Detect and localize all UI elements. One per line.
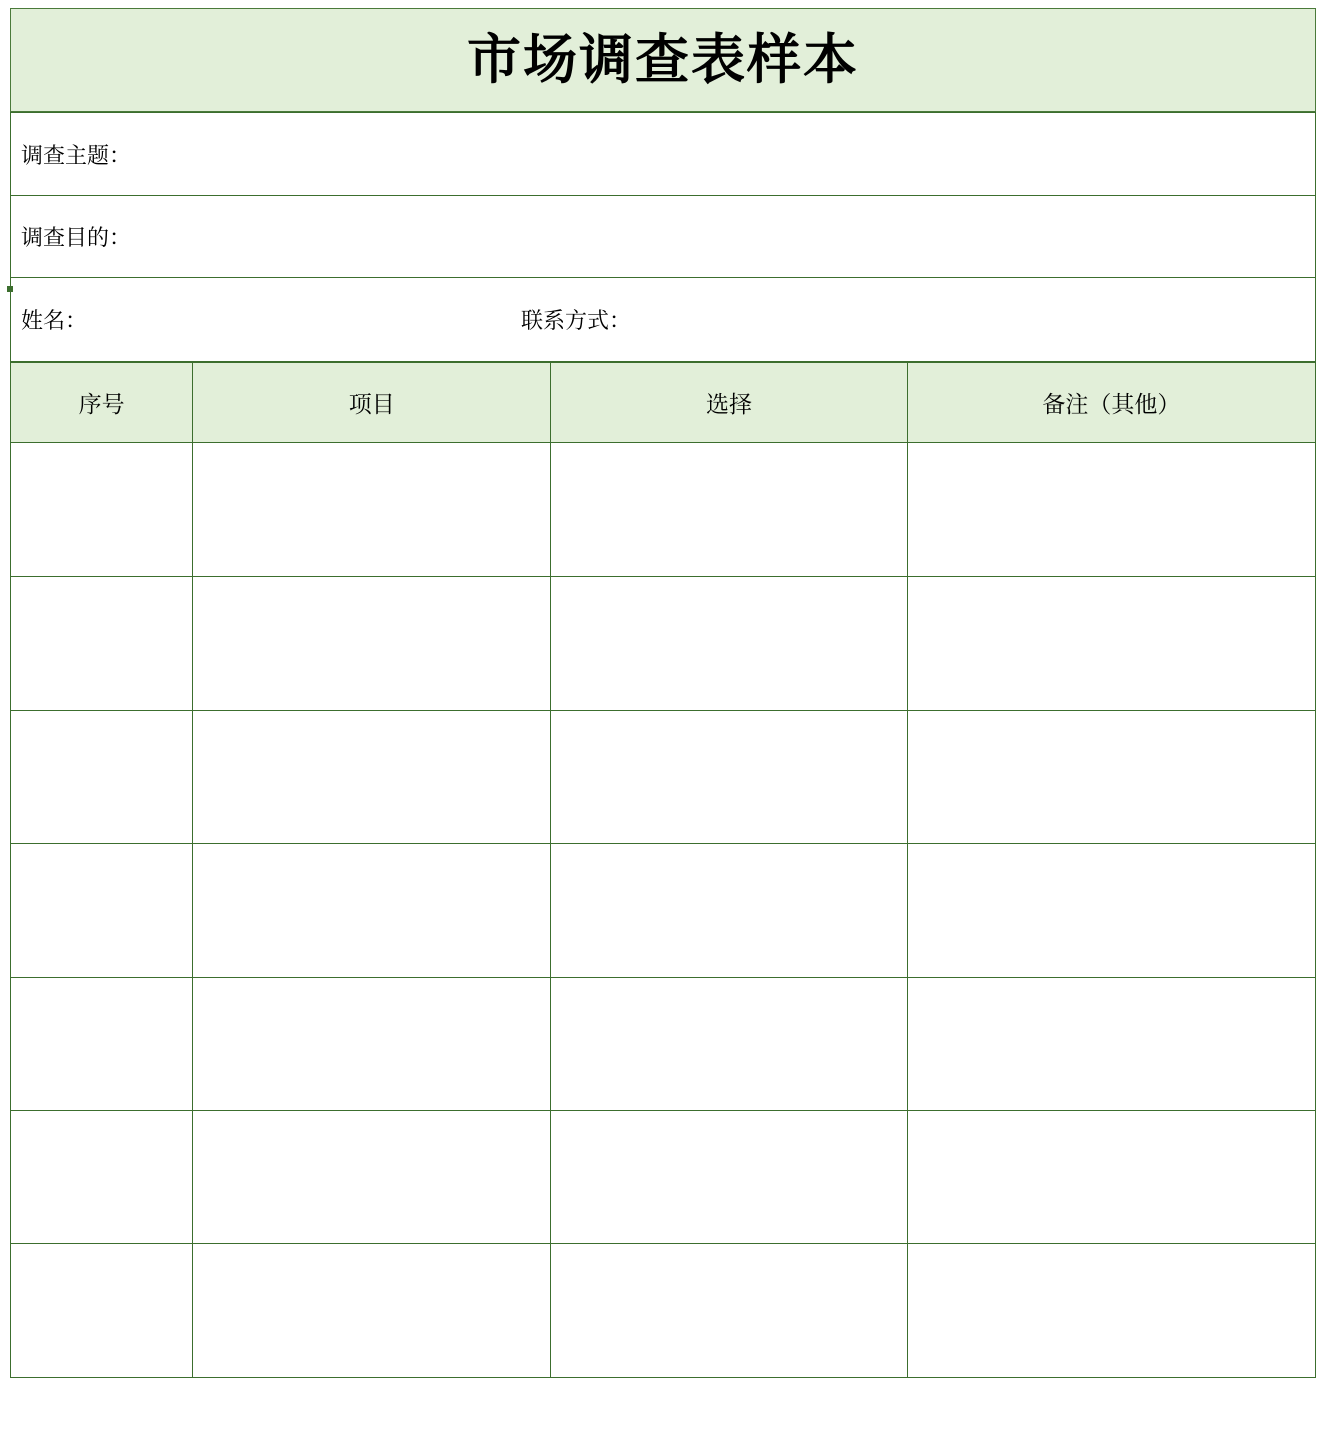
cell-choice[interactable] [551, 577, 907, 711]
cell-remark[interactable] [907, 844, 1315, 978]
cell-choice[interactable] [551, 978, 907, 1111]
table-row [11, 844, 1316, 978]
cell-item[interactable] [193, 443, 551, 577]
table-row [11, 1244, 1316, 1378]
cell-remark[interactable] [907, 443, 1315, 577]
cell-index[interactable] [11, 711, 193, 844]
contact-label: 联系方式： [521, 308, 632, 333]
cell-index[interactable] [11, 443, 193, 577]
survey-items-table [10, 362, 1316, 1378]
table-row [11, 577, 1316, 711]
cell-choice[interactable] [551, 844, 907, 978]
column-header-item: 项目 [193, 363, 551, 443]
survey-purpose-row[interactable] [10, 196, 1316, 278]
table-row [11, 711, 1316, 844]
cell-remark[interactable] [907, 1244, 1315, 1378]
cell-index[interactable] [11, 577, 193, 711]
cell-item[interactable] [193, 577, 551, 711]
table-row [11, 1111, 1316, 1244]
respondent-row[interactable] [10, 278, 1316, 362]
name-label: 姓名： [21, 308, 88, 333]
cell-choice[interactable] [551, 443, 907, 577]
column-header-index: 序号 [11, 363, 193, 443]
column-header-remark: 备注（其他） [907, 363, 1315, 443]
page-title: 市场调查表样本 [467, 28, 859, 91]
cell-choice[interactable] [551, 711, 907, 844]
cell-remark[interactable] [907, 1111, 1315, 1244]
survey-purpose-label: 调查目的： [21, 225, 132, 250]
cell-index[interactable] [11, 1244, 193, 1378]
cell-index[interactable] [11, 1111, 193, 1244]
cell-item[interactable] [193, 1244, 551, 1378]
cell-index[interactable] [11, 844, 193, 978]
cell-remark[interactable] [907, 711, 1315, 844]
cell-remark[interactable] [907, 978, 1315, 1111]
row-marker-dot [7, 286, 13, 292]
survey-subject-row[interactable] [10, 112, 1316, 196]
cell-item[interactable] [193, 711, 551, 844]
worksheet [10, 8, 1316, 1378]
survey-subject-label: 调查主题： [21, 142, 132, 168]
cell-remark[interactable] [907, 577, 1315, 711]
table-row [11, 443, 1316, 577]
cell-item[interactable] [193, 844, 551, 978]
cell-choice[interactable] [551, 1244, 907, 1378]
cell-item[interactable] [193, 1111, 551, 1244]
cell-item[interactable] [193, 978, 551, 1111]
table-row [11, 978, 1316, 1111]
cell-index[interactable] [11, 978, 193, 1111]
column-header-choice: 选择 [551, 363, 907, 443]
cell-choice[interactable] [551, 1111, 907, 1244]
table-header-row [11, 363, 1316, 443]
document-title-bar [10, 8, 1316, 112]
